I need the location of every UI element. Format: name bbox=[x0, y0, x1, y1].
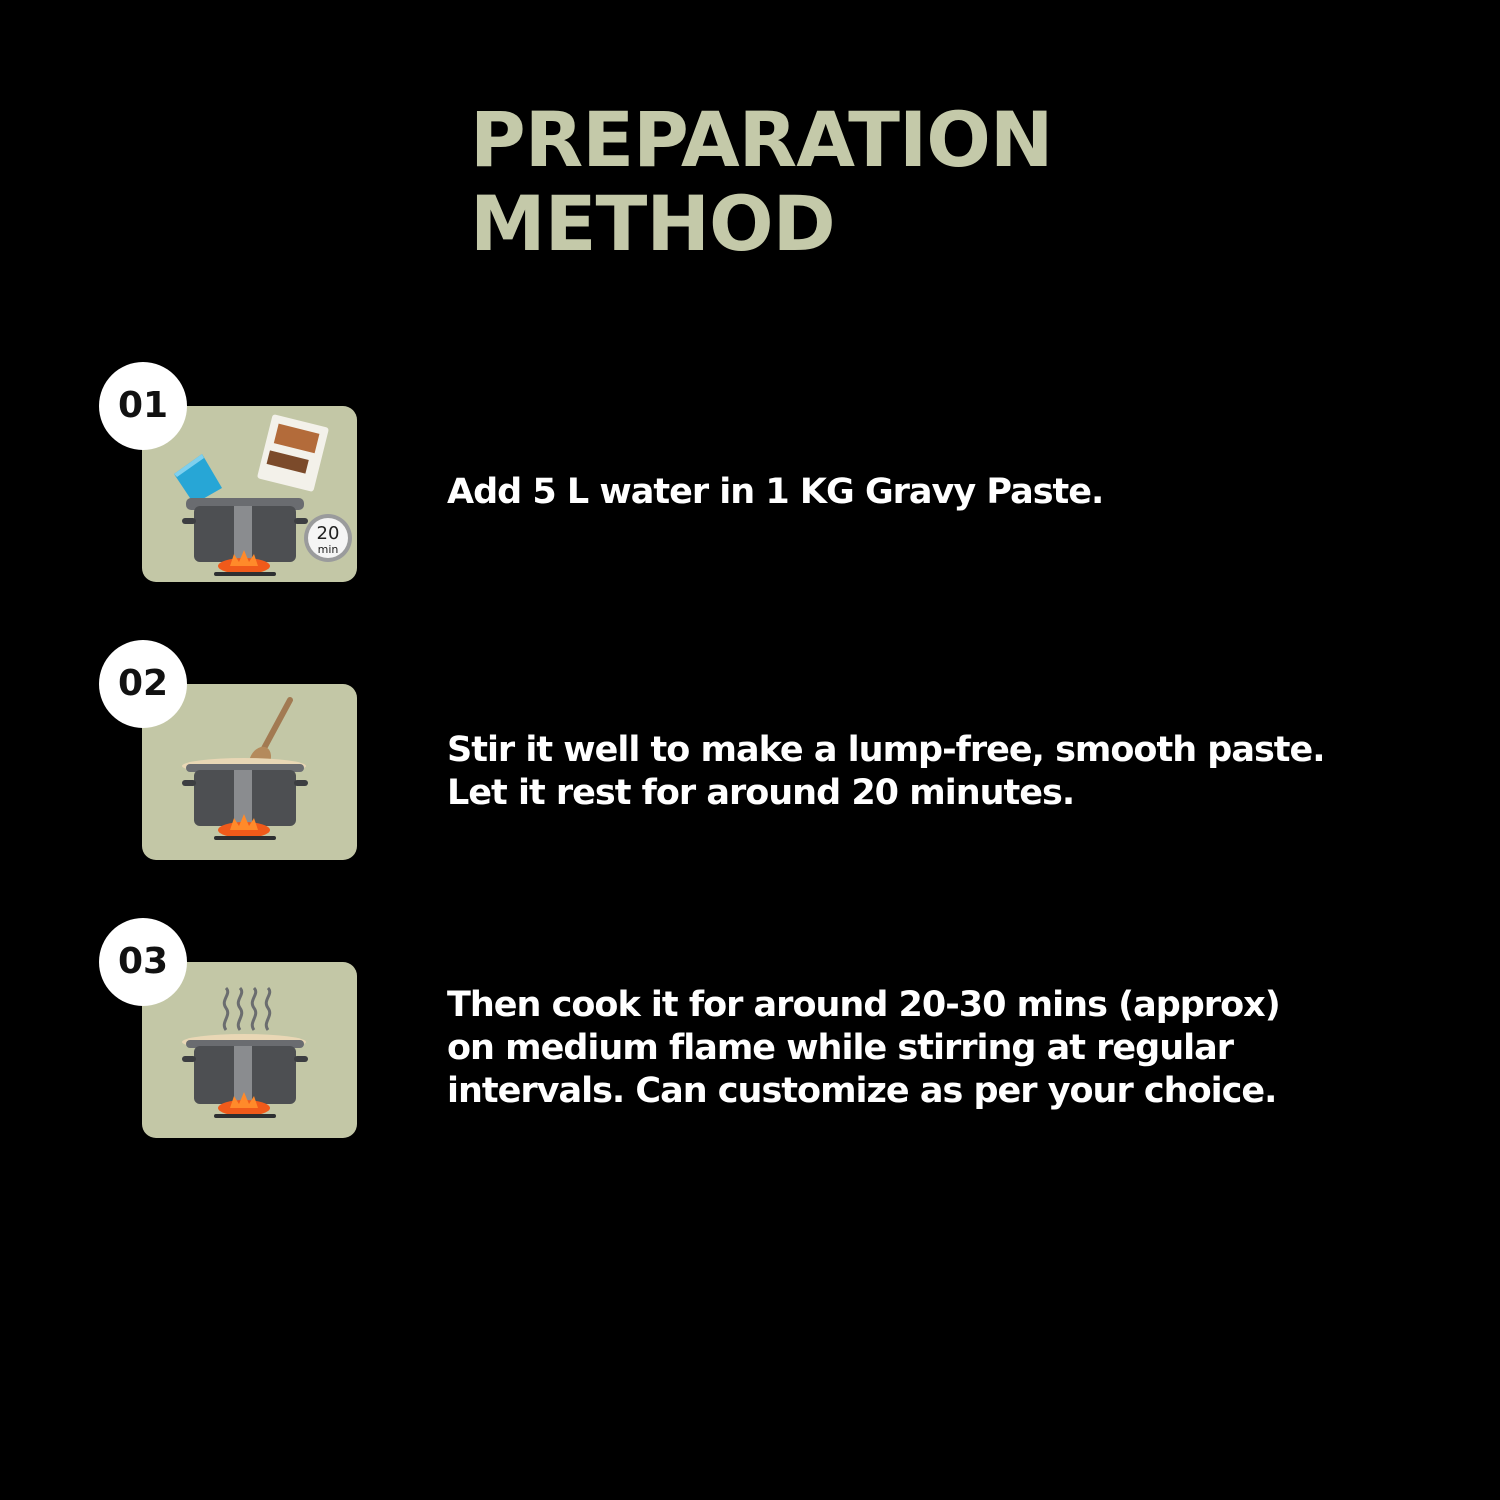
step-line: intervals. Can customize as per your choice. bbox=[447, 1071, 1277, 1111]
step-3 bbox=[0, 918, 1500, 1158]
step-number-badge: 03 bbox=[99, 918, 187, 1006]
step-line: on medium flame while stirring at regular bbox=[447, 1028, 1233, 1068]
title-line-2: METHOD bbox=[470, 179, 835, 268]
step-line: Let it rest for around 20 minutes. bbox=[447, 773, 1075, 813]
step-line: Stir it well to make a lump-free, smooth paste. bbox=[447, 730, 1325, 770]
step-description bbox=[447, 984, 1280, 1113]
step-line: Then cook it for around 20-30 mins (approx) bbox=[447, 985, 1280, 1025]
timer-value: 20 bbox=[316, 523, 340, 544]
step-description bbox=[447, 729, 1325, 815]
page-title bbox=[470, 95, 1053, 268]
step-number-badge: 02 bbox=[99, 640, 187, 728]
step-description bbox=[447, 471, 1103, 514]
step-number-badge: 01 bbox=[99, 362, 187, 450]
title-line-1: PREPARATION bbox=[470, 95, 1053, 184]
step-line: Add 5 L water in 1 KG Gravy Paste. bbox=[447, 472, 1104, 512]
timer-unit: min bbox=[317, 543, 339, 556]
step-1 bbox=[0, 362, 1500, 602]
step-2 bbox=[0, 640, 1500, 880]
